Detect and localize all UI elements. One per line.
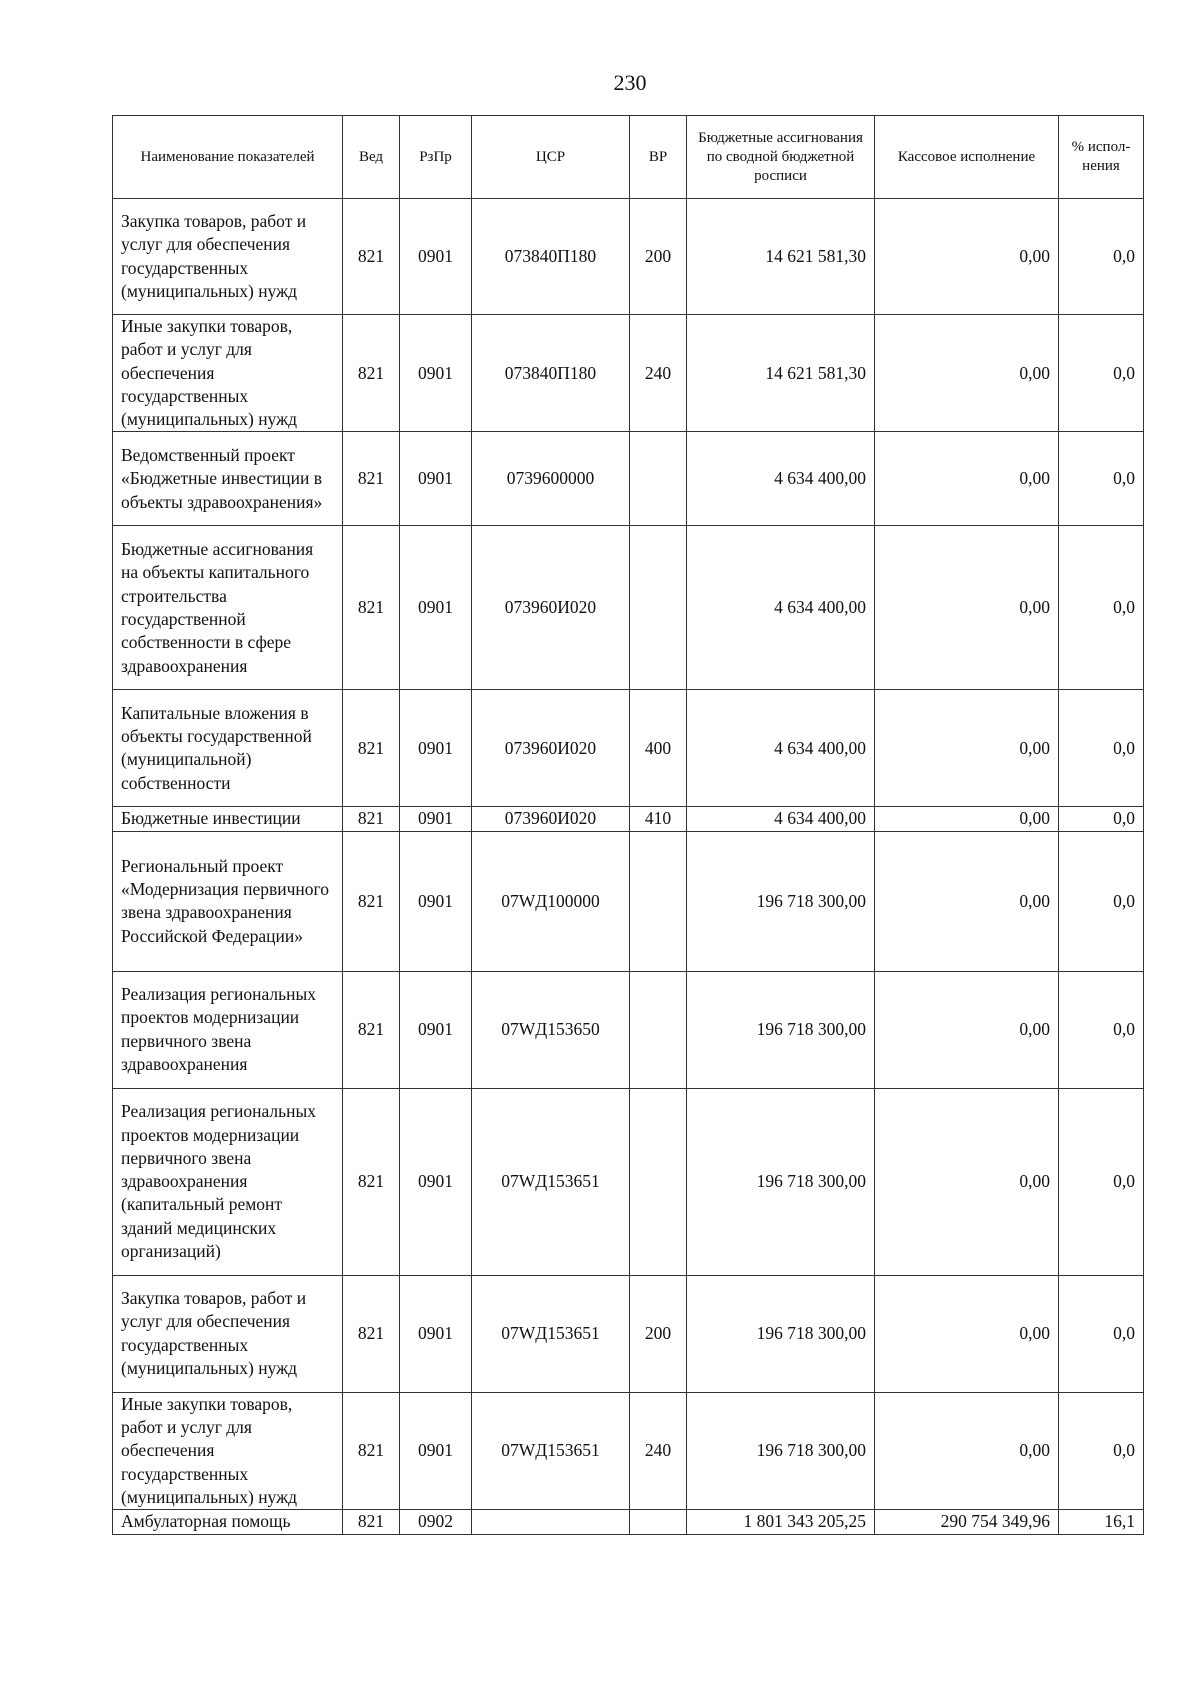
cell-name: Иные закупки товаров, работ и услуг для обеспечения государственных (муниципальных) нужд xyxy=(113,315,343,432)
cell-budget: 196 718 300,00 xyxy=(687,1392,875,1509)
cell-rzpr: 0901 xyxy=(400,690,472,807)
cell-vr xyxy=(630,526,687,690)
page-number: 230 xyxy=(613,70,647,95)
header-budget: Бюджетные ассигнования по сводной бюджетной росписи xyxy=(687,116,875,199)
cell-ved: 821 xyxy=(343,1392,400,1509)
cell-csr: 073840П180 xyxy=(472,199,630,315)
cell-name: Амбулаторная помощь xyxy=(113,1510,343,1534)
cell-rzpr: 0901 xyxy=(400,1088,472,1275)
cell-cash: 290 754 349,96 xyxy=(875,1510,1059,1534)
cell-name: Бюджетные инвестиции xyxy=(113,807,343,831)
cell-vr: 240 xyxy=(630,315,687,432)
cell-percent: 0,0 xyxy=(1059,690,1144,807)
table-row xyxy=(113,526,1144,690)
cell-percent: 0,0 xyxy=(1059,971,1144,1088)
cell-rzpr: 0901 xyxy=(400,1275,472,1392)
cell-csr xyxy=(472,1510,630,1534)
cell-name: Капитальные вложения в объекты государственной (муниципальной) собственности xyxy=(113,690,343,807)
cell-cash: 0,00 xyxy=(875,526,1059,690)
table-row xyxy=(113,971,1144,1088)
table-row xyxy=(113,432,1144,526)
table-body xyxy=(113,199,1144,1535)
cell-ved: 821 xyxy=(343,1510,400,1534)
cell-cash: 0,00 xyxy=(875,971,1059,1088)
header-csr: ЦСР xyxy=(472,116,630,199)
table-row xyxy=(113,831,1144,971)
cell-budget: 14 621 581,30 xyxy=(687,199,875,315)
header-vr: ВР xyxy=(630,116,687,199)
cell-percent: 0,0 xyxy=(1059,1088,1144,1275)
cell-vr: 410 xyxy=(630,807,687,831)
cell-percent: 0,0 xyxy=(1059,1275,1144,1392)
header-rzpr: РзПр xyxy=(400,116,472,199)
budget-table xyxy=(112,115,1144,1535)
cell-ved: 821 xyxy=(343,831,400,971)
cell-rzpr: 0901 xyxy=(400,526,472,690)
cell-rzpr: 0901 xyxy=(400,807,472,831)
cell-rzpr: 0901 xyxy=(400,1392,472,1509)
cell-vr xyxy=(630,432,687,526)
cell-percent: 0,0 xyxy=(1059,199,1144,315)
cell-vr: 400 xyxy=(630,690,687,807)
cell-vr xyxy=(630,1510,687,1534)
cell-cash: 0,00 xyxy=(875,807,1059,831)
cell-ved: 821 xyxy=(343,1088,400,1275)
cell-rzpr: 0901 xyxy=(400,199,472,315)
cell-budget: 196 718 300,00 xyxy=(687,1275,875,1392)
table-row xyxy=(113,315,1144,432)
cell-csr: 07WД153651 xyxy=(472,1088,630,1275)
cell-vr: 240 xyxy=(630,1392,687,1509)
cell-cash: 0,00 xyxy=(875,432,1059,526)
cell-cash: 0,00 xyxy=(875,831,1059,971)
cell-csr: 07WД153650 xyxy=(472,971,630,1088)
cell-ved: 821 xyxy=(343,1275,400,1392)
cell-name: Реализация региональных проектов модернизации первичного звена здравоохранения (капитальный ремонт зданий медицинских организаций) xyxy=(113,1088,343,1275)
cell-budget: 14 621 581,30 xyxy=(687,315,875,432)
cell-vr xyxy=(630,971,687,1088)
cell-csr: 073960И020 xyxy=(472,526,630,690)
cell-percent: 0,0 xyxy=(1059,432,1144,526)
table-row xyxy=(113,1510,1144,1534)
cell-cash: 0,00 xyxy=(875,1392,1059,1509)
header-cash: Кассовое исполнение xyxy=(875,116,1059,199)
cell-budget: 196 718 300,00 xyxy=(687,831,875,971)
cell-ved: 821 xyxy=(343,971,400,1088)
cell-cash: 0,00 xyxy=(875,1088,1059,1275)
cell-percent: 0,0 xyxy=(1059,526,1144,690)
cell-percent: 0,0 xyxy=(1059,831,1144,971)
cell-vr: 200 xyxy=(630,1275,687,1392)
header-ved: Вед xyxy=(343,116,400,199)
cell-name: Иные закупки товаров, работ и услуг для обеспечения государственных (муниципальных) нужд xyxy=(113,1392,343,1509)
cell-budget: 1 801 343 205,25 xyxy=(687,1510,875,1534)
table-header-row xyxy=(113,116,1144,199)
cell-percent: 0,0 xyxy=(1059,807,1144,831)
cell-name: Закупка товаров, работ и услуг для обеспечения государственных (муниципальных) нужд xyxy=(113,199,343,315)
cell-rzpr: 0901 xyxy=(400,831,472,971)
cell-budget: 196 718 300,00 xyxy=(687,1088,875,1275)
cell-name: Реализация региональных проектов модернизации первичного звена здравоохранения xyxy=(113,971,343,1088)
cell-name: Региональный проект «Модернизация первичного звена здравоохранения Российской Федерации» xyxy=(113,831,343,971)
cell-csr: 07WД100000 xyxy=(472,831,630,971)
cell-csr: 0739600000 xyxy=(472,432,630,526)
cell-cash: 0,00 xyxy=(875,315,1059,432)
cell-name: Ведомственный проект «Бюджетные инвестиции в объекты здравоохранения» xyxy=(113,432,343,526)
cell-cash: 0,00 xyxy=(875,690,1059,807)
cell-rzpr: 0902 xyxy=(400,1510,472,1534)
table-row xyxy=(113,199,1144,315)
cell-rzpr: 0901 xyxy=(400,315,472,432)
cell-percent: 0,0 xyxy=(1059,315,1144,432)
cell-ved: 821 xyxy=(343,315,400,432)
cell-ved: 821 xyxy=(343,199,400,315)
table-row xyxy=(113,1392,1144,1509)
cell-csr: 07WД153651 xyxy=(472,1392,630,1509)
cell-csr: 07WД153651 xyxy=(472,1275,630,1392)
table-row xyxy=(113,1275,1144,1392)
table-row xyxy=(113,690,1144,807)
cell-percent: 16,1 xyxy=(1059,1510,1144,1534)
cell-csr: 073960И020 xyxy=(472,690,630,807)
header-percent: % испол-нения xyxy=(1059,116,1144,199)
cell-vr xyxy=(630,831,687,971)
table-row xyxy=(113,807,1144,831)
header-name: Наименование показателей xyxy=(113,116,343,199)
cell-ved: 821 xyxy=(343,526,400,690)
cell-budget: 4 634 400,00 xyxy=(687,432,875,526)
cell-ved: 821 xyxy=(343,807,400,831)
cell-vr: 200 xyxy=(630,199,687,315)
cell-cash: 0,00 xyxy=(875,199,1059,315)
cell-percent: 0,0 xyxy=(1059,1392,1144,1509)
cell-ved: 821 xyxy=(343,432,400,526)
cell-cash: 0,00 xyxy=(875,1275,1059,1392)
cell-ved: 821 xyxy=(343,690,400,807)
cell-budget: 4 634 400,00 xyxy=(687,526,875,690)
cell-csr: 073960И020 xyxy=(472,807,630,831)
cell-rzpr: 0901 xyxy=(400,432,472,526)
cell-budget: 4 634 400,00 xyxy=(687,807,875,831)
cell-name: Бюджетные ассигнования на объекты капитального строительства государственной собственности в сфере здравоохранения xyxy=(113,526,343,690)
table-row xyxy=(113,1088,1144,1275)
cell-budget: 196 718 300,00 xyxy=(687,971,875,1088)
cell-rzpr: 0901 xyxy=(400,971,472,1088)
cell-vr xyxy=(630,1088,687,1275)
cell-budget: 4 634 400,00 xyxy=(687,690,875,807)
cell-csr: 073840П180 xyxy=(472,315,630,432)
cell-name: Закупка товаров, работ и услуг для обеспечения государственных (муниципальных) нужд xyxy=(113,1275,343,1392)
